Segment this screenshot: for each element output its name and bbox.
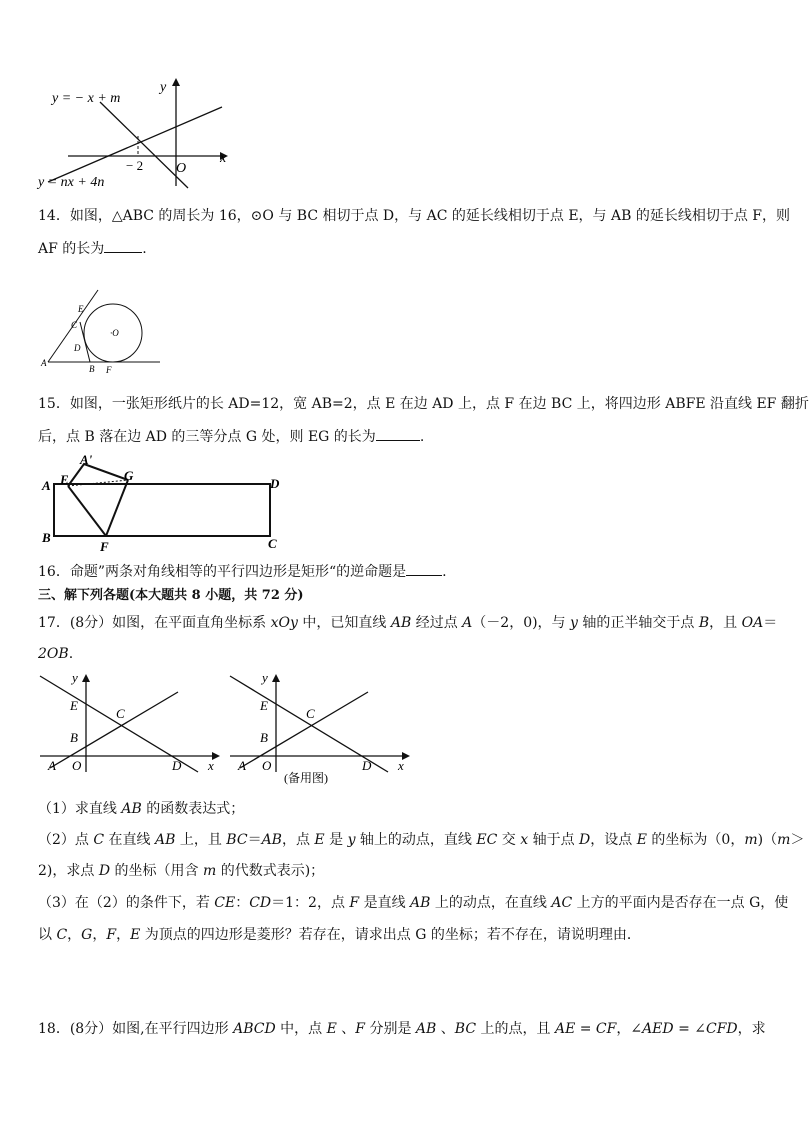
- text-fragment: D: [579, 832, 591, 848]
- q15-line2-end: .: [419, 429, 425, 445]
- label-d: D: [74, 343, 81, 353]
- text-fragment: （2）点: [38, 832, 94, 848]
- q17-y: y: [570, 615, 578, 631]
- text-fragment: 18．(8分）如图,在平行四边形: [38, 1021, 234, 1037]
- text-fragment: 以: [38, 927, 57, 943]
- q15-line2-text: 后，点 B 落在边 AD 的三等分点 G 处，则 EG 的长为: [38, 429, 376, 445]
- label-a: A: [42, 478, 51, 493]
- label-c: C: [116, 706, 125, 721]
- figure-q17-main: [36, 668, 226, 776]
- q17-text-7: ＝: [763, 615, 778, 631]
- text-fragment: 是直线: [359, 895, 411, 911]
- label-d: D: [172, 758, 182, 773]
- text-fragment: 为顶点的四边形是菱形？若存在，请求出点 G 的坐标；若不存在，请说明理由．: [140, 927, 641, 943]
- text-fragment: ，: [92, 927, 107, 943]
- q17-text-6: ，且: [709, 615, 742, 631]
- text-fragment: G: [81, 927, 93, 943]
- label-b: B: [260, 730, 268, 745]
- text-fragment: AE = CF: [554, 1021, 617, 1037]
- text-fragment: 轴上的动点，直线: [355, 832, 477, 848]
- text-fragment: CE: [214, 895, 236, 911]
- q17-oa: OA: [741, 615, 764, 631]
- label-e: E: [60, 472, 69, 487]
- text-fragment: E: [326, 1021, 337, 1037]
- text-fragment: ，: [67, 927, 82, 943]
- q17-xoy: xOy: [270, 615, 298, 631]
- text-fragment: 上方的平面内是否存在一点 G，使: [572, 895, 789, 911]
- label-c: C: [306, 706, 315, 721]
- text-fragment: 在直线: [104, 832, 155, 848]
- q17-ab: AB: [390, 615, 412, 631]
- text-fragment: 上的点，且: [476, 1021, 555, 1037]
- figure-q15-rectangle: [38, 452, 298, 556]
- text-fragment: ：: [235, 895, 250, 911]
- q17-sub3-line1: [38, 893, 788, 913]
- label-e: E: [78, 304, 84, 314]
- text-fragment: BC: [454, 1021, 477, 1037]
- q16-end: .: [442, 564, 447, 580]
- q17-text-5: 轴的正半轴交于点: [577, 615, 699, 631]
- label-c: C: [268, 536, 277, 551]
- q14-line2-text: AF 的长为: [38, 241, 105, 257]
- q14-line1: 14．如图，△ABC 的周长为 16，⊙O 与 BC 相切于点 D，与 AC 的延长线相切于点 E，与 AB 的延长线相切于点 F，则: [38, 208, 791, 224]
- label-x: x: [398, 758, 404, 773]
- y-axis-arrow: [82, 674, 90, 682]
- text-fragment: 中，点: [275, 1021, 327, 1037]
- q17-text-4: （－2，0)，与: [472, 615, 571, 631]
- q14-line2-end: .: [142, 241, 147, 257]
- label-b: B: [89, 364, 95, 374]
- text-fragment: 2)，求点: [38, 863, 99, 879]
- text-fragment: y: [347, 832, 356, 848]
- figure-q17-spare: [226, 668, 416, 786]
- text-fragment: ＞: [790, 832, 805, 848]
- label-x: x: [208, 758, 214, 773]
- text-fragment: )（: [757, 832, 778, 848]
- text-fragment: （3）在（2）的条件下，若: [38, 895, 215, 911]
- text-fragment: AB: [154, 832, 176, 848]
- q15-answer-blank: [376, 426, 420, 441]
- q17-2ob: 2OB: [38, 646, 69, 662]
- y-label: y: [160, 80, 167, 95]
- text-fragment: F: [355, 1021, 366, 1037]
- text-fragment: 、: [336, 1021, 356, 1037]
- q17-s1-end: 的函数表达式；: [141, 801, 245, 817]
- text-fragment: ，点: [281, 832, 315, 848]
- q17-b: B: [698, 615, 710, 631]
- label-a-prime: A': [80, 452, 93, 467]
- text-fragment: BC: [226, 832, 248, 848]
- eq2-label: y = nx + 4n: [38, 175, 105, 190]
- text-fragment: F: [349, 895, 360, 911]
- label-e: E: [260, 698, 268, 713]
- label-a: A: [48, 758, 56, 773]
- text-fragment: ∠AED = ∠CFD: [630, 1021, 738, 1037]
- text-fragment: AB: [410, 895, 431, 911]
- text-fragment: E: [636, 832, 647, 848]
- text-fragment: 的坐标为（0，: [646, 832, 745, 848]
- figure-q13-lines: [34, 74, 234, 192]
- text-fragment: E: [130, 927, 141, 943]
- text-fragment: 的坐标（用含: [110, 863, 203, 879]
- text-fragment: ABCD: [233, 1021, 276, 1037]
- label-o: O: [262, 758, 272, 773]
- label-a: A: [41, 358, 47, 368]
- text-fragment: ＝: [247, 832, 262, 848]
- q14-line2: [38, 238, 147, 259]
- text-fragment: 上，且: [175, 832, 227, 848]
- tick-label: − 2: [126, 158, 144, 173]
- text-fragment: 交: [497, 832, 521, 848]
- y-axis-arrow: [172, 78, 180, 86]
- text-fragment: x: [520, 832, 529, 848]
- section3-heading: 三、解下列各题(本大题共 8 小题，共 72 分): [38, 588, 304, 603]
- text-fragment: ，: [616, 1021, 631, 1037]
- label-d: D: [270, 476, 280, 491]
- text-fragment: CD: [249, 895, 272, 911]
- text-fragment: 是: [324, 832, 348, 848]
- text-fragment: F: [106, 927, 117, 943]
- text-fragment: ，设点: [590, 832, 637, 848]
- spare-label: (备用图): [284, 771, 328, 785]
- label-c: C: [71, 320, 78, 330]
- q17-text-3: 经过点: [411, 615, 463, 631]
- text-fragment: D: [98, 863, 111, 879]
- label-e: E: [70, 698, 78, 713]
- q18-line1: [38, 1019, 766, 1039]
- q17-s1-text: （1）求直线: [38, 801, 122, 817]
- q17-a: A: [462, 615, 473, 631]
- label-g: G: [124, 468, 134, 483]
- line-bc: [80, 322, 90, 362]
- q17-s1-ab: AB: [121, 801, 142, 817]
- q17-sub1: [38, 799, 244, 819]
- q17-sub3-line2: [38, 925, 641, 945]
- q17-sub2-line2: [38, 861, 324, 881]
- q16-answer-blank: [406, 561, 442, 576]
- fold-ea1-g: [68, 464, 128, 486]
- text-fragment: AB: [415, 1021, 437, 1037]
- text-fragment: 上的动点，在直线: [430, 895, 552, 911]
- q17-text-2: 中，已知直线: [297, 615, 391, 631]
- text-fragment: ，: [116, 927, 131, 943]
- text-fragment: ＝1：2，点: [271, 895, 350, 911]
- text-fragment: 的代数式表示)；: [216, 863, 325, 879]
- text-fragment: EC: [476, 832, 498, 848]
- q15-line1: 15．如图，一张矩形纸片的长 AD=12，宽 AB=2，点 E 在边 AD 上，点 F 在边 BC 上，将四边形 ABFE 沿直线 EF 翻折: [38, 396, 809, 412]
- text-fragment: E: [314, 832, 325, 848]
- line-gf: [106, 480, 128, 536]
- label-o: ·O: [110, 328, 119, 338]
- q15-line2: [38, 426, 424, 447]
- figure-q14-circle: [38, 276, 168, 376]
- line-neg-x-plus-m: [100, 102, 188, 188]
- text-fragment: ，求: [737, 1021, 766, 1037]
- text-fragment: m: [744, 832, 758, 848]
- label-f: F: [100, 539, 109, 554]
- q17-line1: [38, 613, 777, 633]
- q17-line2: [38, 644, 73, 664]
- label-o: O: [72, 758, 82, 773]
- text-fragment: AC: [551, 895, 573, 911]
- line-ef: [68, 486, 106, 536]
- text-fragment: AB: [261, 832, 282, 848]
- q17-text-1: 17．(8分）如图，在平面直角坐标系: [38, 615, 271, 631]
- label-b: B: [70, 730, 78, 745]
- text-fragment: 轴于点: [528, 832, 580, 848]
- text-fragment: C: [56, 927, 68, 943]
- text-fragment: 、: [436, 1021, 455, 1037]
- eq1-label: y = − x + m: [52, 91, 121, 106]
- q16-text: 16．命题”两条对角线相等的平行四边形是矩形“的逆命题是: [38, 564, 407, 580]
- q16-line1: [38, 561, 447, 582]
- text-fragment: 分别是: [365, 1021, 416, 1037]
- text-fragment: m: [777, 832, 791, 848]
- q17-sub2-line1: [38, 830, 804, 850]
- text-fragment: m: [202, 863, 217, 879]
- x-label: x: [220, 151, 227, 166]
- label-a: A: [238, 758, 246, 773]
- text-fragment: C: [93, 832, 105, 848]
- label-d: D: [362, 758, 372, 773]
- label-b: B: [42, 530, 51, 545]
- label-y: y: [262, 670, 268, 685]
- label-y: y: [72, 670, 78, 685]
- origin-label: O: [176, 161, 187, 176]
- label-f: F: [106, 365, 112, 375]
- q17-line2-end: .: [68, 646, 74, 662]
- y-axis-arrow: [272, 674, 280, 682]
- q14-answer-blank: [104, 238, 142, 253]
